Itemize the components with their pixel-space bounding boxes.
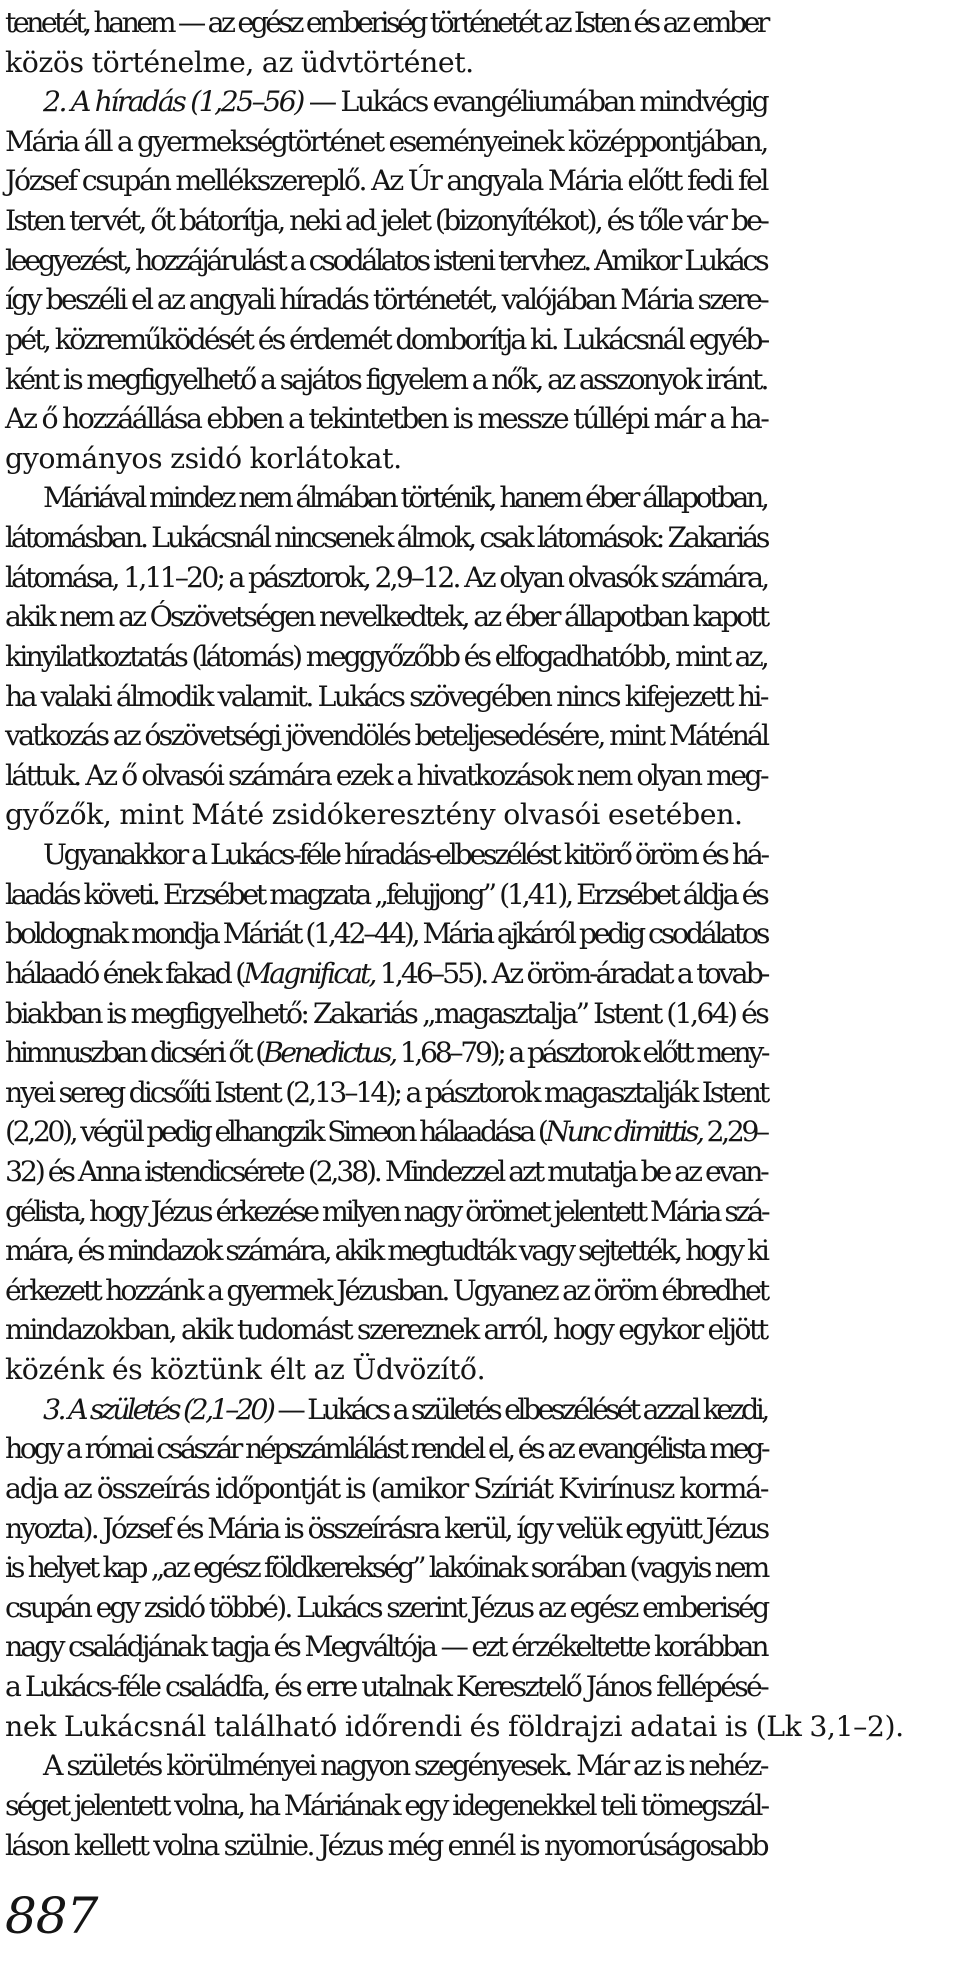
text-line [43, 1745, 767, 1787]
line-text: nagy családjának tagja és Megváltója — ezt érzékeltette korábban [5, 1630, 767, 1664]
text-line [5, 1191, 767, 1233]
line-text: — Lukács a születés elbeszélését azzal kezdi, [272, 1392, 767, 1426]
line-text: látomásban. Lukácsnál nincsenek álmok, csak látomások: Zakariás [5, 521, 768, 555]
page-number: 887 [5, 1887, 98, 1945]
line-text: 32) és Anna istendicsérete (2,38). Mindezzel azt mutatja be az evan- [5, 1154, 767, 1188]
line-text: 2,29– [701, 1115, 767, 1149]
italic-text: 3. A születés (2,1–20) [43, 1392, 273, 1426]
line-text: közös történelme, az üdvtörténet. [5, 45, 474, 79]
line-text: laadás követi. Erzsébet magzata „felujjong” (1,41), Erzsébet áldja és [5, 877, 767, 911]
line-text: így beszéli el az angyali híradás történetét, valójában Mária szere- [5, 283, 767, 317]
text-line [5, 1270, 767, 1312]
text-line [5, 200, 767, 242]
text-line [5, 953, 767, 995]
text-line [5, 676, 767, 718]
line-text: hogy a római császár népszámlálást rendel el, és az evangélista meg- [5, 1432, 768, 1466]
line-text: séget jelentett volna, ha Máriának egy idegenekkel teli tömegszál- [5, 1788, 768, 1822]
text-line [5, 240, 767, 282]
line-text: Máriával mindez nem álmában történik, hanem éber állapotban, [43, 481, 767, 515]
text-line [5, 1785, 767, 1827]
line-text: himnuszban dicséri őt ( [5, 1036, 263, 1070]
text-line [5, 1309, 767, 1351]
line-text: közénk és köztünk élt az Üdvözítő. [5, 1353, 486, 1387]
line-text: gélista, hogy Jézus érkezése milyen nagy örömet jelentett Mária szá- [5, 1194, 768, 1228]
line-text: mára, és mindazok számára, akik megtudták vagy sejtették, hogy ki [5, 1234, 767, 1268]
text-line [43, 834, 767, 876]
line-text: adja az összeírás időpontját is (amikor Szíriát Kvirínusz kormá- [5, 1471, 768, 1505]
text-line [5, 1706, 904, 1748]
line-text: ként is megfigyelhető a sajátos figyelem a nők, az asszonyok iránt. [5, 362, 767, 396]
line-text: kinyilatkoztatás (látomás) meggyőzőbb és elfogadhatóbb, mint az, [5, 639, 767, 673]
text-line [5, 874, 767, 916]
text-line [5, 715, 767, 757]
text-line [5, 438, 402, 480]
text-line [5, 1032, 767, 1074]
line-text: A születés körülményei nagyon szegényesek. Már az is nehéz- [43, 1749, 767, 1783]
text-line [5, 1349, 485, 1391]
italic-text: Nunc dimittis, [545, 1115, 702, 1149]
text-line [5, 1666, 767, 1708]
italic-text: Magnificat, [243, 956, 375, 990]
line-text: láttuk. Az ő olvasói számára ezek a hivatkozások nem olyan meg- [5, 758, 767, 792]
line-text: leegyezést, hozzájárulást a csodálatos isteni tervhez. Amikor Lukács [5, 243, 767, 277]
text-line [5, 1230, 767, 1272]
text-line [43, 477, 767, 519]
line-text: érkezett hozzánk a gyermek Jézusban. Ugyanez az öröm ébredhet [5, 1273, 768, 1307]
line-text: mindazokban, akik tudomást szereznek arról, hogy egykor eljött [5, 1313, 767, 1347]
line-text: nyei sereg dicsőíti Istent (2,13–14); a pásztorok magasztalják Istent [5, 1075, 768, 1109]
line-text: Isten tervét, őt bátorítja, neki ad jelet (bizonyítékot), és tőle vár be- [5, 204, 768, 238]
text-line [5, 279, 767, 321]
text-line [5, 636, 767, 678]
line-text: nek Lukácsnál található időrendi és földrajzi adatai is (Lk 3,1–2). [5, 1709, 904, 1743]
text-line [43, 81, 767, 123]
line-text: — Lukács evangéliumában mindvégig [302, 85, 768, 119]
line-text: biakban is megfigyelhető: Zakariás „magasztalja” Istent (1,64) és [5, 996, 768, 1030]
line-text: nyozta). József és Mária is összeírásra kerül, így velük együtt Jézus [5, 1511, 768, 1545]
line-text: boldognak mondja Máriát (1,42–44), Mária ajkáról pedig csodálatos [5, 917, 768, 951]
line-text: Ugyanakkor a Lukács-féle híradás-elbeszélést kitörő öröm és há- [43, 838, 767, 872]
text-line [5, 1111, 767, 1153]
line-text: akik nem az Ószövetségen nevelkedtek, az éber állapotban kapott [5, 600, 768, 634]
line-text: pét, közreműködését és érdemét domborítja ki. Lukácsnál egyéb- [5, 322, 768, 356]
text-line [5, 1468, 767, 1510]
line-text: (2,20), végül pedig elhangzik Simeon hálaadása ( [5, 1115, 546, 1149]
text-line [5, 1072, 767, 1114]
line-text: is helyet kap „az egész földkerekség” lakóinak sorában (vagyis nem [5, 1551, 768, 1585]
text-line [5, 755, 767, 797]
text-line [5, 160, 767, 202]
text-line [5, 517, 767, 559]
line-text: a Lukács-féle családfa, és erre utalnak Keresztelő János fellépésé- [5, 1670, 767, 1704]
italic-text: Benedictus, [262, 1036, 395, 1070]
text-line [5, 1151, 767, 1193]
text-line [5, 913, 767, 955]
line-text: Az ő hozzáállása ebben a tekintetben is messze túllépi már a ha- [5, 402, 768, 436]
text-line [5, 1626, 767, 1668]
line-text: tenetét, hanem — az egész emberiség történetét az Isten és az ember [5, 6, 767, 39]
line-text: látomása, 1,11–20; a pásztorok, 2,9–12. Az olyan olvasók számára, [5, 560, 768, 594]
text-line [5, 1508, 767, 1550]
text-line [5, 993, 767, 1035]
text-line [5, 1825, 767, 1867]
italic-text: 2. A híradás (1,25–56) [43, 85, 303, 119]
text-line [43, 1389, 767, 1431]
text-line [5, 42, 474, 84]
line-text: gyományos zsidó korlátokat. [5, 441, 402, 475]
text-line [5, 1428, 767, 1470]
text-line [5, 794, 743, 836]
line-text: csupán egy zsidó többé). Lukács szerint Jézus az egész emberiség [5, 1590, 768, 1624]
line-text: győzők, mint Máté zsidókeresztény olvasói esetében. [5, 798, 743, 832]
text-line [5, 1547, 767, 1589]
line-text: vatkozás az ószövetségi jövendölés beteljesedésére, mint Máténál [5, 719, 768, 753]
text-line [5, 557, 767, 599]
text-line [5, 596, 767, 638]
line-text: 1,46–55). Az öröm-áradat a tovab- [374, 956, 768, 990]
text-line [5, 319, 767, 361]
text-line [5, 121, 767, 163]
line-text: József csupán mellékszereplő. Az Úr angyala Mária előtt fedi fel [5, 164, 768, 198]
text-line [5, 2, 767, 44]
line-text: hálaadó ének fakad ( [5, 956, 244, 990]
line-text: Mária áll a gyermekségtörténet eseményeinek középpontjában, [5, 124, 767, 158]
text-line [5, 359, 767, 401]
text-line [5, 398, 767, 440]
line-text: 1,68–79); a pásztorok előtt meny- [394, 1036, 768, 1070]
line-text: ha valaki álmodik valamit. Lukács szövegében nincs kifejezett hi- [5, 679, 767, 713]
line-text: láson kellett volna szülnie. Jézus még ennél is nyomorúságosabb [5, 1828, 767, 1862]
text-line [5, 1587, 767, 1629]
